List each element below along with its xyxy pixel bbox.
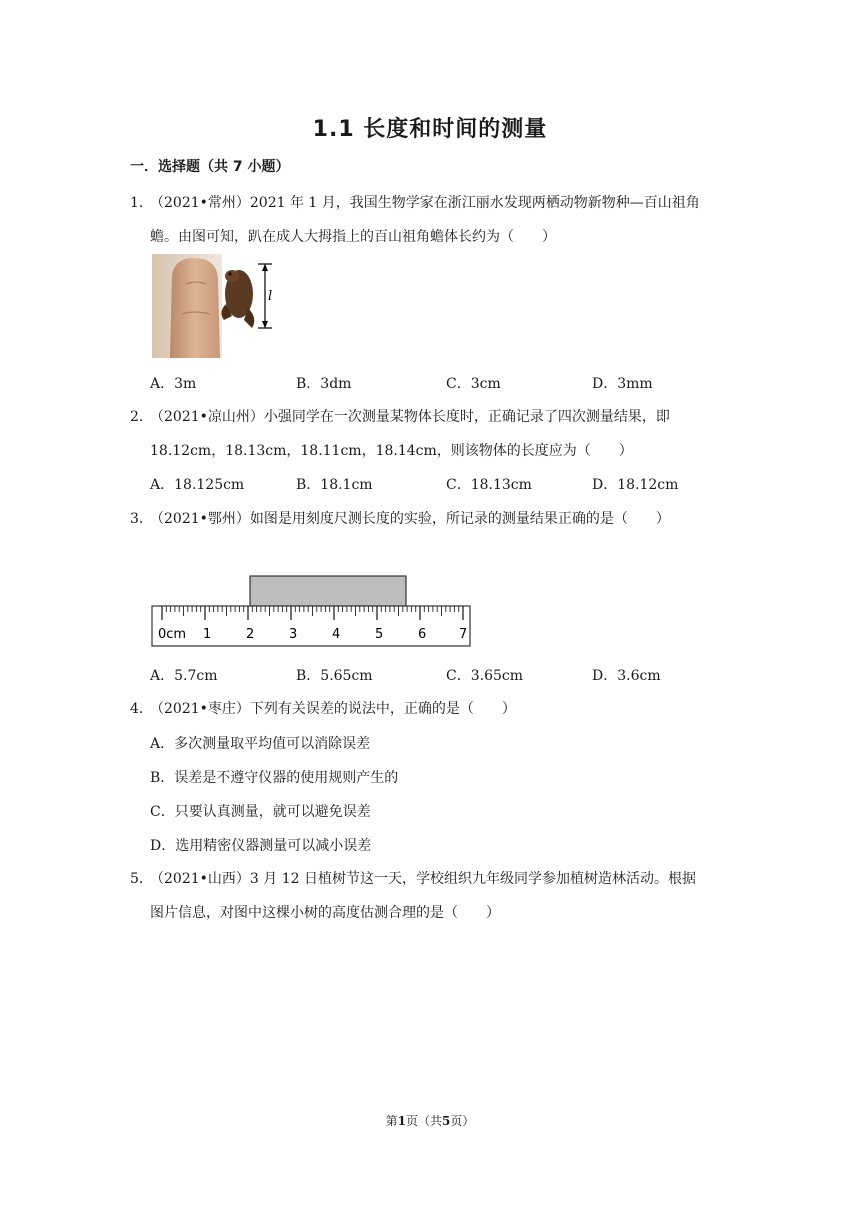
ruler-label-2: 2 — [246, 627, 255, 642]
option-a: A．5.7cm — [150, 668, 218, 684]
ruler-label-6: 6 — [418, 627, 427, 642]
page-title: 1.1 长度和时间的测量 — [312, 117, 548, 142]
option-b: B．3dm — [296, 376, 352, 392]
footer-mid: 页（共 — [405, 1114, 442, 1128]
ruler-label-7: 7 — [459, 627, 468, 642]
question-text: （2021•鄂州）如图是用刻度尺测长度的实验，所记录的测量结果正确的是（ ） — [150, 511, 670, 527]
option-a: A．18.125cm — [150, 477, 245, 493]
toad-on-thumb-figure — [152, 254, 280, 358]
ruler-label-5: 5 — [375, 627, 384, 642]
question-number: 3． — [130, 511, 153, 527]
ruler-label-1: 1 — [203, 627, 212, 642]
section-heading: 一．选择题（共 7 小题） — [130, 159, 290, 175]
ruler-label-0: 0cm — [158, 627, 187, 642]
question-text: 图片信息，对图中这棵小树的高度估测合理的是（ ） — [150, 905, 500, 921]
option-d: D．18.12cm — [592, 477, 679, 493]
page-footer — [0, 1112, 860, 1129]
option-a: A．3m — [150, 376, 197, 392]
ruler-label-3: 3 — [289, 627, 298, 642]
footer-total-pages: 5 — [442, 1114, 451, 1128]
option-c: C．18.13cm — [446, 477, 532, 493]
option-d: D．选用精密仪器测量可以减小误差 — [150, 838, 372, 854]
footer-prefix: 第 — [385, 1114, 398, 1128]
ruler-figure — [150, 572, 474, 648]
question-number: 1． — [130, 195, 153, 211]
question-text: （2021•常州）2021 年 1 月，我国生物学家在浙江丽水发现两栖动物新物种—百山祖角 — [150, 195, 700, 211]
option-d: D．3.6cm — [592, 668, 661, 684]
question-text: 蟾。由图可知，趴在成人大拇指上的百山祖角蟾体长约为（ ） — [150, 229, 556, 245]
option-b: B．误差是不遵守仪器的使用规则产生的 — [150, 770, 399, 786]
footer-suffix: 页） — [450, 1114, 475, 1128]
question-number: 5． — [130, 871, 153, 887]
ruler-label-4: 4 — [332, 627, 341, 642]
option-d: D．3mm — [592, 376, 653, 392]
option-b: B．18.1cm — [296, 477, 373, 493]
measured-block — [250, 576, 406, 606]
option-c: C．只要认真测量，就可以避免误差 — [150, 804, 371, 820]
option-b: B．5.65cm — [296, 668, 373, 684]
option-c: C．3cm — [446, 376, 501, 392]
option-c: C．3.65cm — [446, 668, 523, 684]
question-text: （2021•枣庄）下列有关误差的说法中，正确的是（ ） — [150, 701, 516, 717]
question-text: 18.12cm，18.13cm，18.11cm，18.14cm，则该物体的长度应为（ ） — [150, 443, 633, 459]
footer-page-number: 1 — [397, 1114, 406, 1128]
length-label: l — [268, 289, 273, 304]
question-number: 4． — [130, 701, 153, 717]
question-number: 2． — [130, 409, 153, 425]
option-a: A．多次测量取平均值可以消除误差 — [150, 736, 371, 752]
question-text: （2021•凉山州）小强同学在一次测量某物体长度时，正确记录了四次测量结果，即 — [150, 409, 670, 425]
question-text: （2021•山西）3 月 12 日植树节这一天，学校组织九年级同学参加植树造林活动。根据 — [150, 871, 696, 887]
